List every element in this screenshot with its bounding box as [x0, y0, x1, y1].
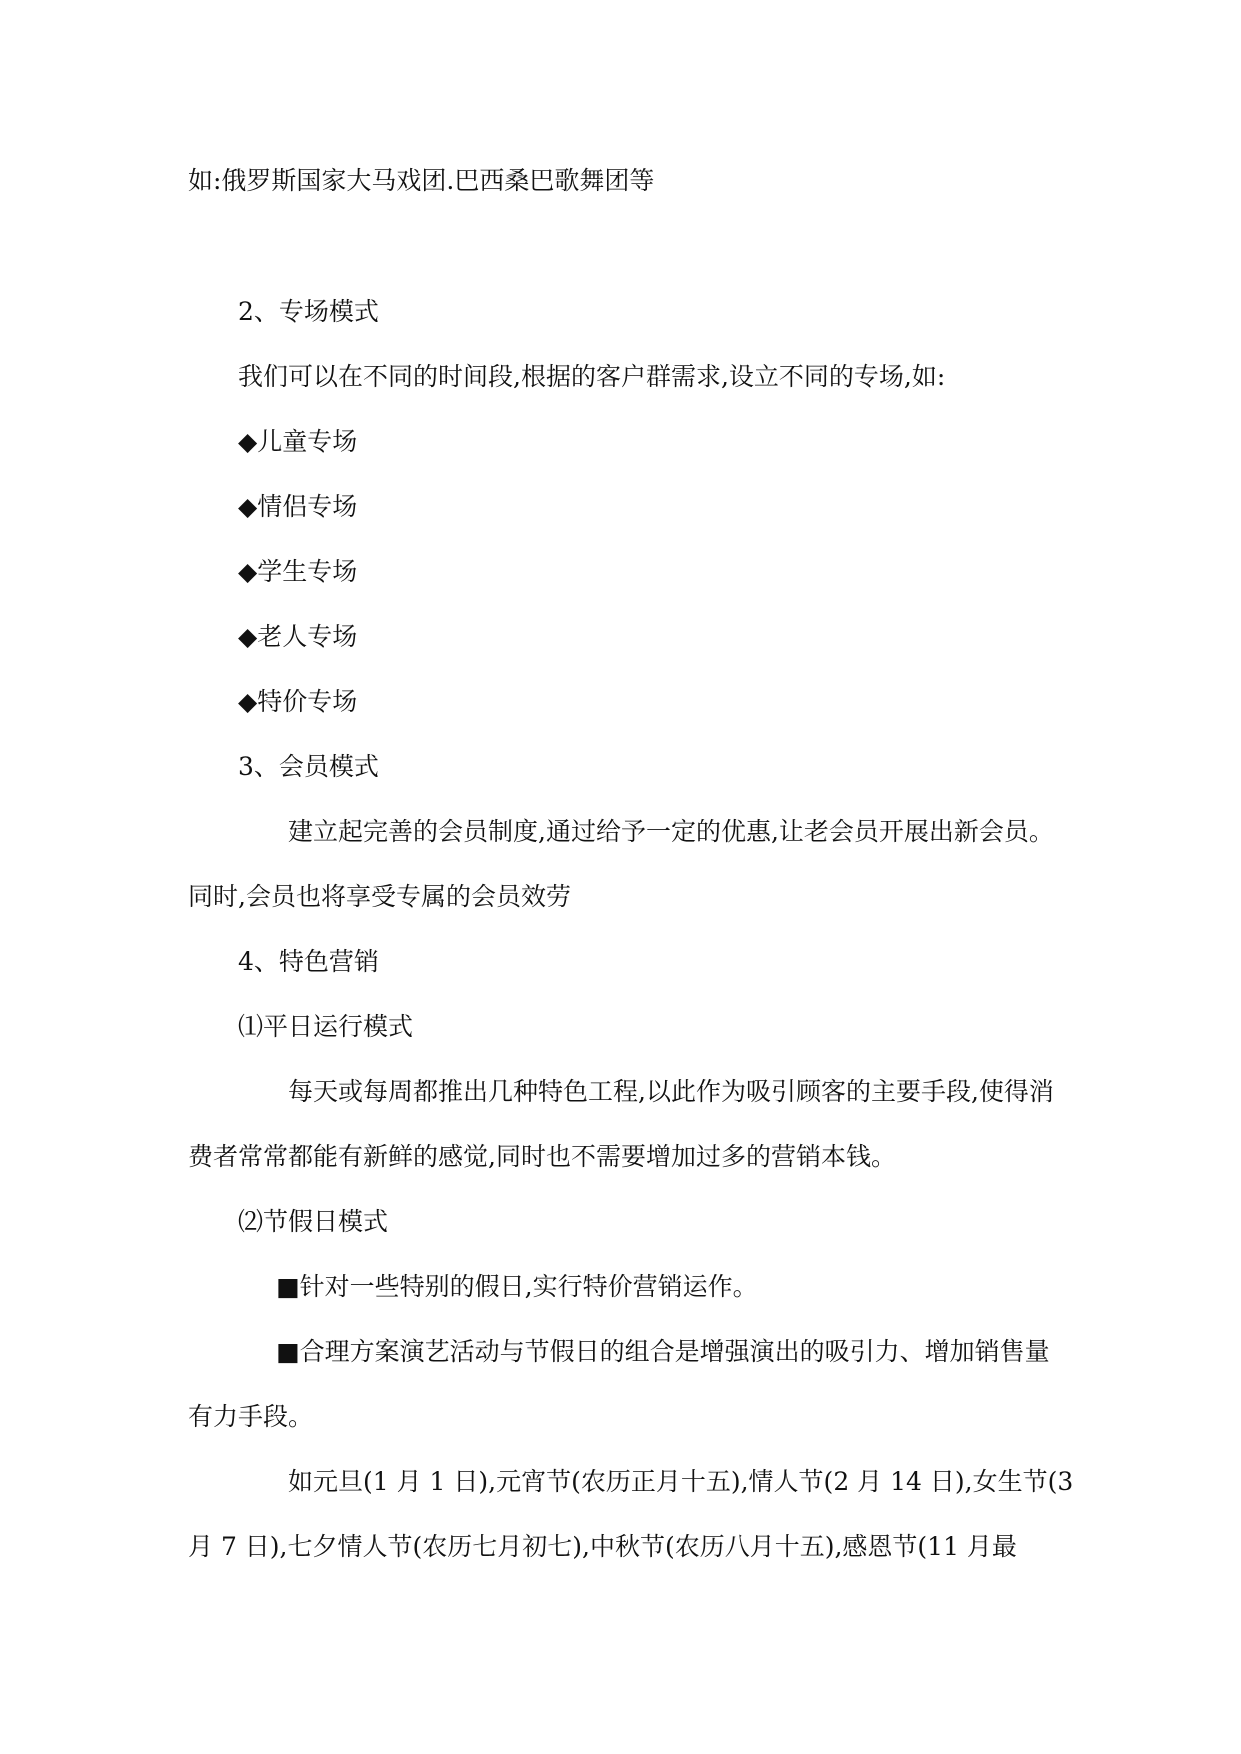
paragraph-holidays-line-2: 月 7 日),七夕情人节(农历七月初七),中秋节(农历八月十五),感恩节(11 月最 — [188, 1532, 1017, 1561]
paragraph-holidays-line-1: 如元旦(1 月 1 日),元宵节(农历正月十五),情人节(2 月 14 日),女生节(3 — [288, 1467, 1074, 1496]
bullet-children-session: ◆儿童专场 — [238, 427, 358, 456]
bullet-students-session: ◆学生专场 — [238, 557, 358, 586]
bullet-holiday-combination-line-1: ■合理方案演艺活动与节假日的组合是增强演出的吸引力、增加销售量 — [276, 1337, 1050, 1366]
bullet-elderly-session: ◆老人专场 — [238, 622, 358, 651]
heading-membership: 3、会员模式 — [238, 752, 379, 781]
paragraph-weekday-line-2: 费者常常都能有新鲜的感觉,同时也不需要增加过多的营销本钱。 — [188, 1142, 896, 1171]
paragraph-membership-line-1: 建立起完善的会员制度,通过给予一定的优惠,让老会员开展出新会员。 — [288, 817, 1054, 846]
subheading-holiday-mode: ⑵节假日模式 — [238, 1207, 389, 1236]
bullet-couples-session: ◆情侣专场 — [238, 492, 358, 521]
heading-featured-marketing: 4、特色营销 — [238, 947, 379, 976]
bullet-holiday-combination-line-2: 有力手段。 — [188, 1402, 314, 1431]
paragraph-weekday-line-1: 每天或每周都推出几种特色工程,以此作为吸引顾客的主要手段,使得消 — [288, 1077, 1054, 1106]
bullet-holiday-discount: ■针对一些特别的假日,实行特价营销运作。 — [276, 1272, 758, 1301]
paragraph-special-sessions: 我们可以在不同的时间段,根据的客户群需求,设立不同的专场,如: — [238, 362, 946, 391]
subheading-weekday-mode: ⑴平日运行模式 — [238, 1012, 414, 1041]
text-line-intro: 如:俄罗斯国家大马戏团.巴西桑巴歌舞团等 — [188, 166, 655, 195]
bullet-discount-session: ◆特价专场 — [238, 687, 358, 716]
paragraph-membership-line-2: 同时,会员也将享受专属的会员效劳 — [188, 882, 571, 911]
heading-special-sessions: 2、专场模式 — [238, 297, 379, 326]
